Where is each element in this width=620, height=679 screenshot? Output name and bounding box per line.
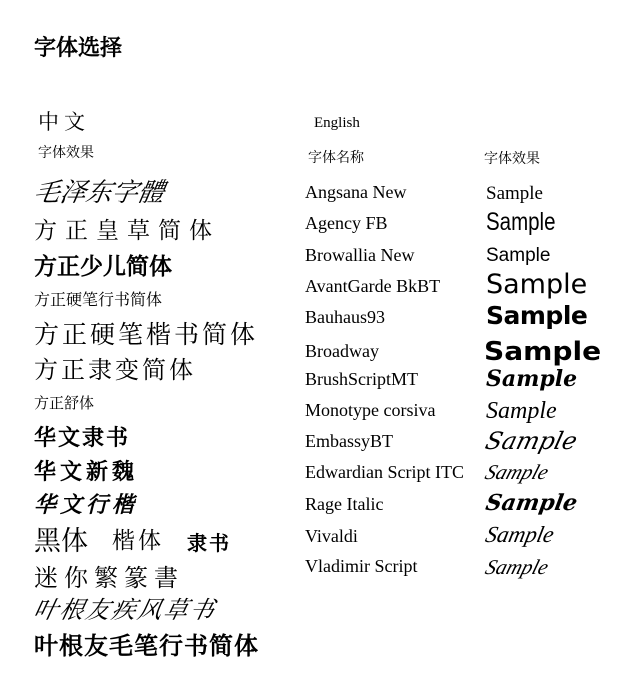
font-name-rage-italic: Rage Italic xyxy=(305,494,384,514)
sample-vladimir-script: Sample xyxy=(482,555,552,579)
zh-sample-huawen-lishu: 华文隶书 xyxy=(34,426,131,451)
zh-sample-fangzheng-xingshu: 方正硬笔行书简体 xyxy=(34,290,163,309)
zh-sample-maozedong: 毛泽东字體 xyxy=(31,178,167,208)
sample-angsana-new: Sample xyxy=(486,183,543,204)
font-name-vladimir-script: Vladimir Script xyxy=(305,556,418,576)
font-name-angsana-new: Angsana New xyxy=(305,182,407,202)
font-name-brushscriptmt: BrushScriptMT xyxy=(305,369,419,389)
sample-agency-fb: Sample xyxy=(486,208,556,236)
zh-sample-huawen-xingkai: 华文行楷 xyxy=(34,492,139,518)
font-name-avantgarde: AvantGarde BkBT xyxy=(305,276,441,296)
chinese-effect-header: 字体效果 xyxy=(38,145,94,161)
zh-sample-fangzheng-shuti: 方正舒体 xyxy=(34,394,95,412)
sample-vivaldi: Sample xyxy=(483,522,557,547)
page-title: 字体选择 xyxy=(34,35,123,61)
zh-sample-lishu: 隶书 xyxy=(187,531,231,555)
chinese-heading: 中文 xyxy=(38,110,90,134)
font-name-edwardian-script: Edwardian Script ITC xyxy=(305,462,464,482)
sample-browallia-new: Sample xyxy=(486,245,551,266)
sample-bauhaus93: Sample xyxy=(486,301,588,330)
zh-sample-yegenyou-jifeng: 叶根友疾风草书 xyxy=(31,596,219,624)
font-name-header: 字体名称 xyxy=(308,150,364,166)
zh-sample-mini-fanzhuan: 迷你繁篆書 xyxy=(34,564,184,592)
zh-sample-fangzheng-huangcao: 方正皇草简体 xyxy=(34,218,220,244)
zh-sample-fangzheng-kaishu: 方正硬笔楷书简体 xyxy=(34,320,259,349)
font-name-embassybt: EmbassyBT xyxy=(305,431,393,451)
font-name-bauhaus93: Bauhaus93 xyxy=(305,307,385,327)
english-heading: English xyxy=(314,115,360,131)
sample-embassybt: Sample xyxy=(482,427,581,455)
sample-avantgarde: Sample xyxy=(486,269,588,300)
font-name-browallia-new: Browallia New xyxy=(305,245,415,265)
font-name-vivaldi: Vivaldi xyxy=(305,526,358,546)
sample-brushscriptmt: Sample xyxy=(486,366,578,392)
font-name-agency-fb: Agency FB xyxy=(305,213,388,233)
zh-sample-fangzheng-shaoer: 方正少儿简体 xyxy=(34,254,172,280)
sample-monotype-corsiva: Sample xyxy=(486,398,557,424)
font-effect-header: 字体效果 xyxy=(484,151,540,167)
sample-broadway: Sample xyxy=(484,337,602,367)
zh-sample-kaiti: 楷体 xyxy=(112,528,164,554)
sample-rage-italic: Sample xyxy=(483,490,580,516)
zh-sample-yegenyou-maobi: 叶根友毛笔行书简体 xyxy=(34,631,259,660)
zh-sample-fangzheng-libian: 方正隶变简体 xyxy=(34,356,196,384)
zh-sample-huawen-xinwei: 华文新魏 xyxy=(34,459,139,485)
zh-sample-heiti: 黑体 xyxy=(34,526,88,557)
font-name-monotype-corsiva: Monotype corsiva xyxy=(305,400,436,420)
font-name-broadway: Broadway xyxy=(305,341,379,361)
sample-edwardian-script: Sample xyxy=(482,460,552,484)
